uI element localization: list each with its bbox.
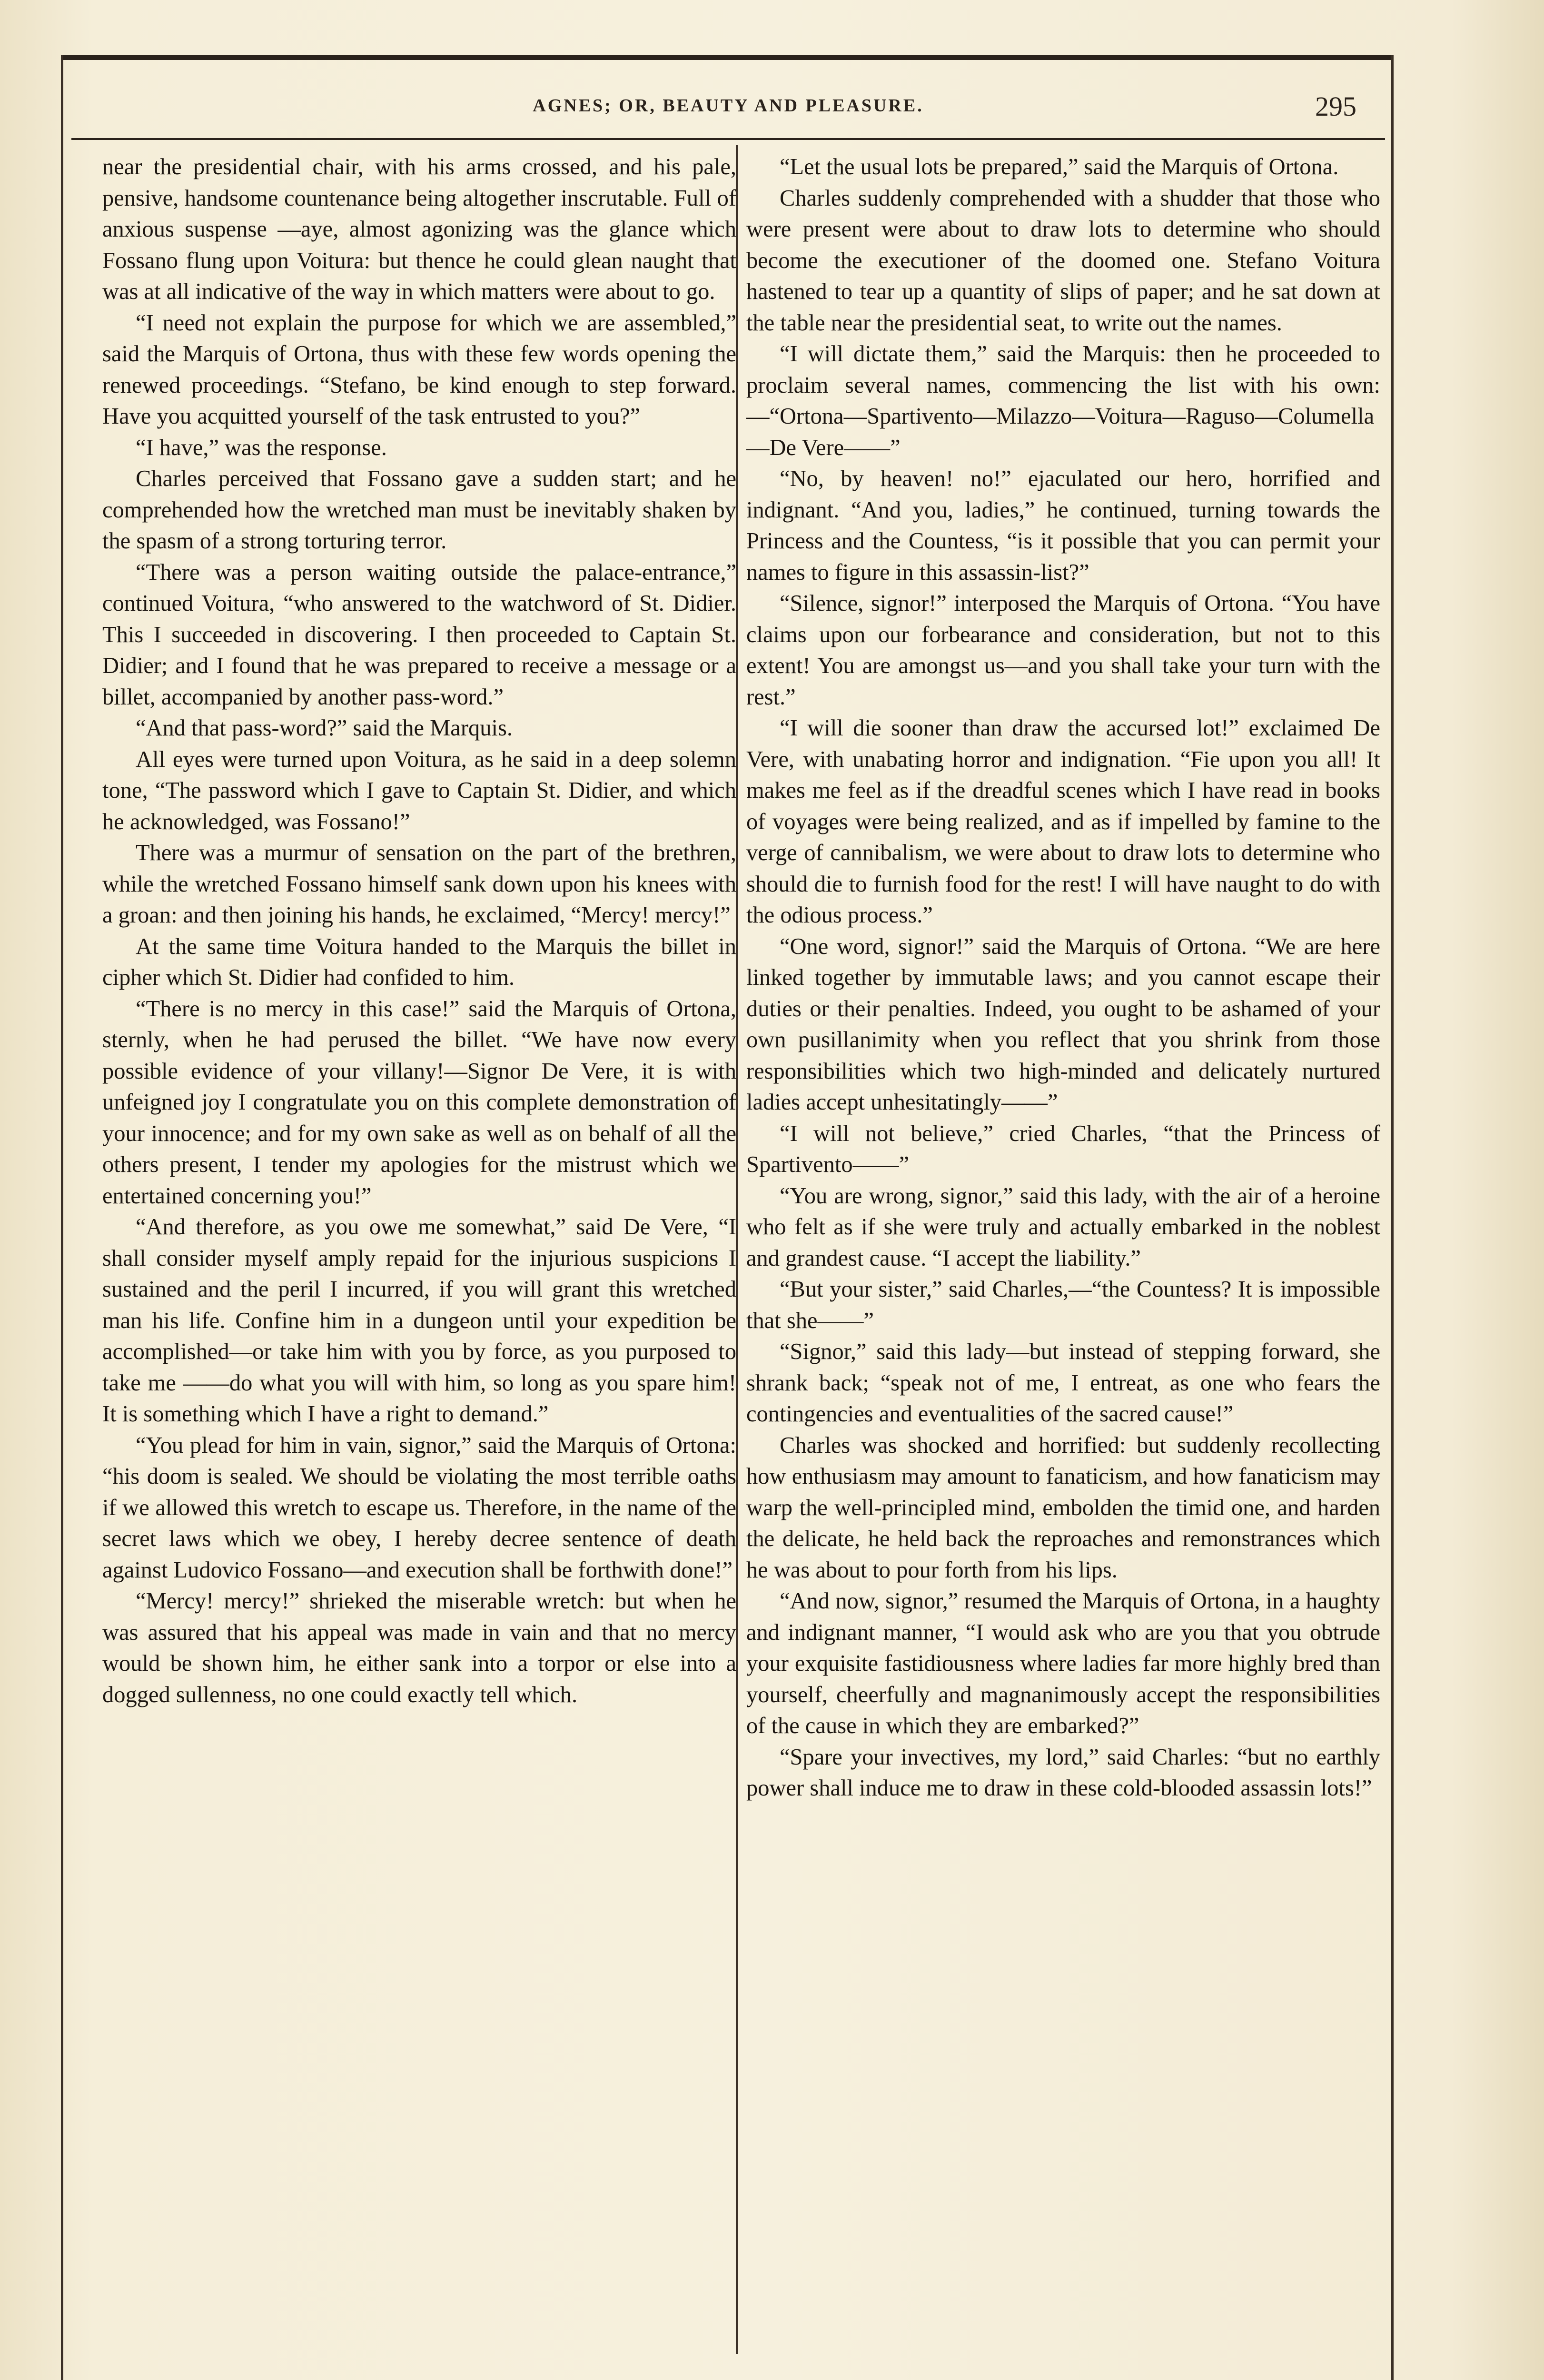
paragraph: “I have,” was the response. <box>136 435 387 460</box>
right-border-rule <box>1391 55 1394 2380</box>
right-column <box>746 151 1380 1804</box>
paragraph: Charles was shocked and horrified: but suddenly recollecting how enthusiasm may amount to fanaticism, and how fanaticism may warp the well-principled mind, embolden the timid one, and harden the delicate, he held back the reproaches and remonstrances which he was about to pour forth from his lips. <box>746 1432 1380 1583</box>
running-title: AGNES; OR, BEAUTY AND PLEASURE. <box>533 96 924 116</box>
paragraph: “I will dictate them,” said the Marquis: then he proceeded to proclaim several names, commencing the list with his own:—“Ortona—Spartivento—Milazzo—Voitura—Raguso—Columella —De Vere——” <box>746 341 1380 460</box>
paragraph: “And that pass-word?” said the Marquis. <box>136 715 513 741</box>
paragraph: “And now, signor,” resumed the Marquis of Ortona, in a haughty and indignant manner, “I would ask who are you that you obtrude your exquisite fastidiousness where ladies far more highly bred than yourself, cheerfully and magnanimously accept the responsibilities of the cause in which they are embarked?” <box>746 1588 1380 1738</box>
paragraph: “I need not explain the purpose for which we are assembled,” said the Marquis of Ortona, thus with these few words opening the renewed proceedings. “Stefano, be kind enough to step forward. Have you acquitted yourself of the task entrusted to you?” <box>102 310 736 429</box>
paragraph: “Spare your invectives, my lord,” said Charles: “but no earthly power shall induce me to draw in these cold-blooded assassin lots!” <box>746 1744 1380 1801</box>
paragraph: “But your sister,” said Charles,—“the Countess? It is impossible that she——” <box>746 1277 1380 1333</box>
paragraph: At the same time Voitura handed to the Marquis the billet in cipher which St. Didier had confided to him. <box>102 933 736 990</box>
paragraph: “Let the usual lots be prepared,” said the Marquis of Ortona. <box>780 154 1339 179</box>
paragraph: “Signor,” said this lady—but instead of stepping forward, she shrank back; “speak not of me, I entreat, as one who fears the contingencies and eventualities of the sacred cause!” <box>746 1339 1380 1427</box>
paragraph: “I will not believe,” cried Charles, “that the Princess of Spartivento——” <box>746 1121 1380 1177</box>
header-rule <box>71 138 1385 140</box>
left-column <box>102 151 736 1710</box>
paragraph: “Mercy! mercy!” shrieked the miserable wretch: but when he was assured that his appeal was made in vain and that no mercy would be shown him, he either sank into a torpor or else into a dogged sullenness, no one could exactly tell which. <box>102 1588 736 1707</box>
page-number: 295 <box>1315 91 1356 122</box>
paragraph: “There is no mercy in this case!” said the Marquis of Ortona, sternly, when he had perused the billet. “We have now every possible evidence of your villany!—Signor De Vere, it is with unfeigned joy I congratulate you on this complete demonstration of your innocence; and for my own sake as well as on behalf of all the others present, I tender my apologies for the mistrust which we entertained concerning you!” <box>102 996 736 1209</box>
top-border-rule <box>61 55 1394 60</box>
paragraph: “You are wrong, signor,” said this lady, with the air of a heroine who felt as if she were truly and actually embarked in the noblest and grandest cause. “I accept the liability.” <box>746 1183 1380 1271</box>
left-border-rule <box>61 55 63 2380</box>
paragraph: “Silence, signor!” interposed the Marquis of Ortona. “You have claims upon our forbearance and consideration, but not to this extent! You are amongst us—and you shall take your turn with the rest.” <box>746 591 1380 710</box>
paragraph: near the presidential chair, with his arms crossed, and his pale, pensive, handsome countenance being altogether inscrutable. Full of anxious suspense —aye, almost agonizing was the glance which Fossano flung upon Voitura: but thence he could glean naught that was at all indicative of the way in which matters were about to go. <box>102 154 736 304</box>
paragraph: “And therefore, as you owe me somewhat,” said De Vere, “I shall consider myself amply repaid for the injurious suspicions I sustained and the peril I incurred, if you will grant this wretched man his life. Confine him in a dungeon until your expedition be accomplished—or take him with you by force, as you purposed to take me ——do what you will with him, so long as you spare him! It is something which I have a right to demand.” <box>102 1214 736 1427</box>
paragraph: “One word, signor!” said the Marquis of Ortona. “We are here linked together by immutable laws; and you cannot escape their duties or their penalties. Indeed, you ought to be ashamed of your own pusillanimity when you reflect that you shrink from those responsibilities which two high-minded and delicately nurtured ladies accept unhesitatingly——” <box>746 933 1380 1115</box>
paragraph: There was a murmur of sensation on the part of the brethren, while the wretched Fossano himself sank down upon his knees with a groan: and then joining his hands, he exclaimed, “Mercy! mercy!” <box>102 840 736 928</box>
running-head <box>71 90 1385 133</box>
paragraph: “There was a person waiting outside the palace-entrance,” continued Voitura, “who answered to the watchword of St. Didier. This I succeeded in discovering. I then proceeded to Captain St. Didier; and I found that he was prepared to receive a message or a billet, accompanied by another pass-word.” <box>102 559 736 710</box>
paragraph: Charles suddenly comprehended with a shudder that those who were present were about to draw lots to determine who should become the executioner of the doomed one. Stefano Voitura hastened to tear up a quantity of slips of paper; and he sat down at the table near the presidential seat, to write out the names. <box>746 185 1380 336</box>
paragraph: All eyes were turned upon Voitura, as he said in a deep solemn tone, “The password which I gave to Captain St. Didier, and which he acknowledged, was Fossano!” <box>102 746 736 834</box>
paragraph: Charles perceived that Fossano gave a sudden start; and he comprehended how the wretched man must be inevitably shaken by the spasm of a strong torturing terror. <box>102 466 736 554</box>
paragraph: “No, by heaven! no!” ejaculated our hero, horrified and indignant. “And you, ladies,” he continued, turning towards the Princess and the Countess, “is it possible that you can permit your names to figure in this assassin-list?” <box>746 466 1380 585</box>
paragraph: “I will die sooner than draw the accursed lot!” exclaimed De Vere, with unabating horror and indignation. “Fie upon you all! It makes me feel as if the dreadful scenes which I have read in books of voyages were being realized, and as if impelled by famine to the verge of cannibalism, we were about to draw lots to determine who should die to furnish food for the rest! I will have naught to do with the odious process.” <box>746 715 1380 928</box>
paragraph: “You plead for him in vain, signor,” said the Marquis of Ortona: “his doom is sealed. We should be violating the most terrible oaths if we allowed this wretch to escape us. Therefore, in the name of the secret laws which we obey, I hereby decree sentence of death against Ludovico Fossano—and execution shall be forthwith done!” <box>102 1432 736 1583</box>
